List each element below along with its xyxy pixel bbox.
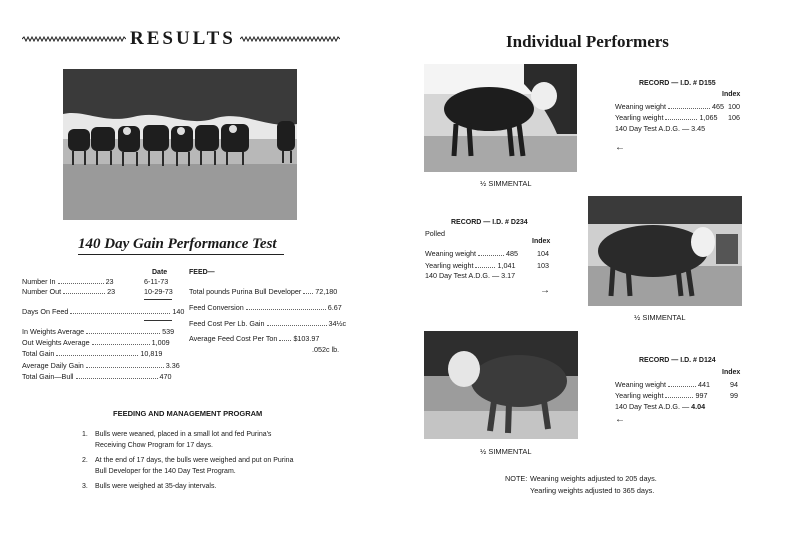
feed-row: Feed Conversion 6.67: [189, 303, 342, 312]
record-row: Yearling weight 1,041: [425, 261, 516, 270]
record-row: Weaning weight 441: [615, 380, 711, 389]
program-num: 1.: [82, 431, 88, 438]
index-value: 99: [730, 391, 738, 400]
left-arrow-icon: ←: [615, 142, 625, 153]
stat-row-number-out: [22, 287, 115, 296]
program-item: At the end of 17 days, the bulls were weighed and put on Purina Bull Developer for the 140 Day Test Program.: [95, 457, 294, 475]
weight-row: In Weights Average 539: [22, 327, 175, 336]
index-value: 100: [728, 102, 740, 111]
note-line: Yearling weights adjusted to 365 days.: [530, 486, 655, 495]
record-title: RECORD — I.D. # D234: [451, 219, 528, 226]
index-value: 104: [537, 249, 549, 258]
weight-row: Average Daily Gain 3.36: [22, 361, 180, 370]
record-row: Yearling weight 997: [615, 391, 708, 400]
bull-photo-d155: [424, 64, 577, 172]
stat-label: Number In: [22, 277, 56, 286]
record-row: 140 Day Test A.D.G. — 3.17: [425, 271, 516, 280]
weight-row: Out Weights Average 1,009: [22, 338, 170, 347]
feed-row: Average Feed Cost Per Ton $103.97: [189, 334, 320, 343]
date-header: Date: [152, 269, 168, 276]
program-num: 2.: [82, 457, 88, 464]
title-ornament-right: [240, 36, 340, 42]
stat-row-number-in: [22, 277, 114, 286]
index-header: Index: [722, 369, 741, 376]
index-header: Index: [532, 238, 551, 245]
record-title: RECORD — I.D. # D155: [639, 80, 716, 87]
index-value: 103: [537, 261, 549, 270]
record-row: Yearling weight 1,065: [615, 113, 718, 122]
program-item: Bulls were weighed at 35-day intervals.: [95, 483, 217, 490]
right-arrow-icon: →: [540, 285, 550, 296]
bull-photo-d234: [588, 196, 742, 306]
record-row: 140 Day Test A.D.G. — 4.04: [615, 402, 706, 411]
herd-photo: [63, 69, 297, 220]
program-item: Bulls were weaned, placed in a small lot and fed Purina's Receiving Chow Program for 17 days.: [95, 431, 272, 449]
photo-caption: ½ SIMMENTAL: [480, 179, 532, 188]
title-ornament-left: [22, 36, 126, 42]
feed-row: Total pounds Purina Bull Developer 72,180: [189, 287, 338, 296]
program-title: FEEDING AND MANAGEMENT PROGRAM: [113, 409, 263, 418]
stat-value: 23: [105, 277, 114, 286]
photo-caption: ½ SIMMENTAL: [480, 447, 532, 456]
left-arrow-icon: ←: [615, 414, 625, 425]
feed-header: FEED—: [189, 269, 215, 276]
feed-row: Feed Cost Per Lb. Gain 34½c: [189, 319, 347, 328]
weight-row: Total Gain 10,819: [22, 349, 163, 358]
note-line: Weaning weights adjusted to 205 days.: [530, 474, 657, 483]
index-header: Index: [722, 91, 741, 98]
record-title: RECORD — I.D. # D124: [639, 357, 716, 364]
stat-value: 23: [107, 287, 116, 296]
test-title: 140 Day Gain Performance Test: [78, 236, 277, 252]
stat-row-days-on-feed: [22, 307, 184, 316]
note-label: NOTE:: [505, 474, 528, 483]
polled-label: Polled: [425, 229, 445, 238]
divider: [144, 299, 172, 300]
record-row: Weaning weight 465: [615, 102, 725, 111]
index-value: 94: [730, 380, 738, 389]
stat-label: Days On Feed: [22, 307, 69, 316]
stat-label: Number Out: [22, 287, 62, 296]
photo-caption: ½ SIMMENTAL: [634, 313, 686, 322]
bull-photo-d124: [424, 331, 578, 439]
stat-value: 140: [172, 307, 185, 316]
record-row: Weaning weight 485: [425, 249, 519, 258]
program-num: 3.: [82, 483, 88, 490]
divider: [144, 320, 172, 321]
test-title-underline: [78, 254, 284, 255]
weight-row: Total Gain—Bull 470: [22, 372, 172, 381]
index-value: 106: [728, 113, 740, 122]
record-row: 140 Day Test A.D.G. — 3.45: [615, 124, 706, 133]
results-title: RESULTS: [130, 28, 236, 49]
feed-extra: .052c lb.: [312, 345, 340, 354]
stat-date-in: 6-11-73: [144, 277, 169, 286]
stat-date-out: 10-29-73: [144, 287, 173, 296]
individual-performers-title: Individual Performers: [506, 32, 669, 51]
